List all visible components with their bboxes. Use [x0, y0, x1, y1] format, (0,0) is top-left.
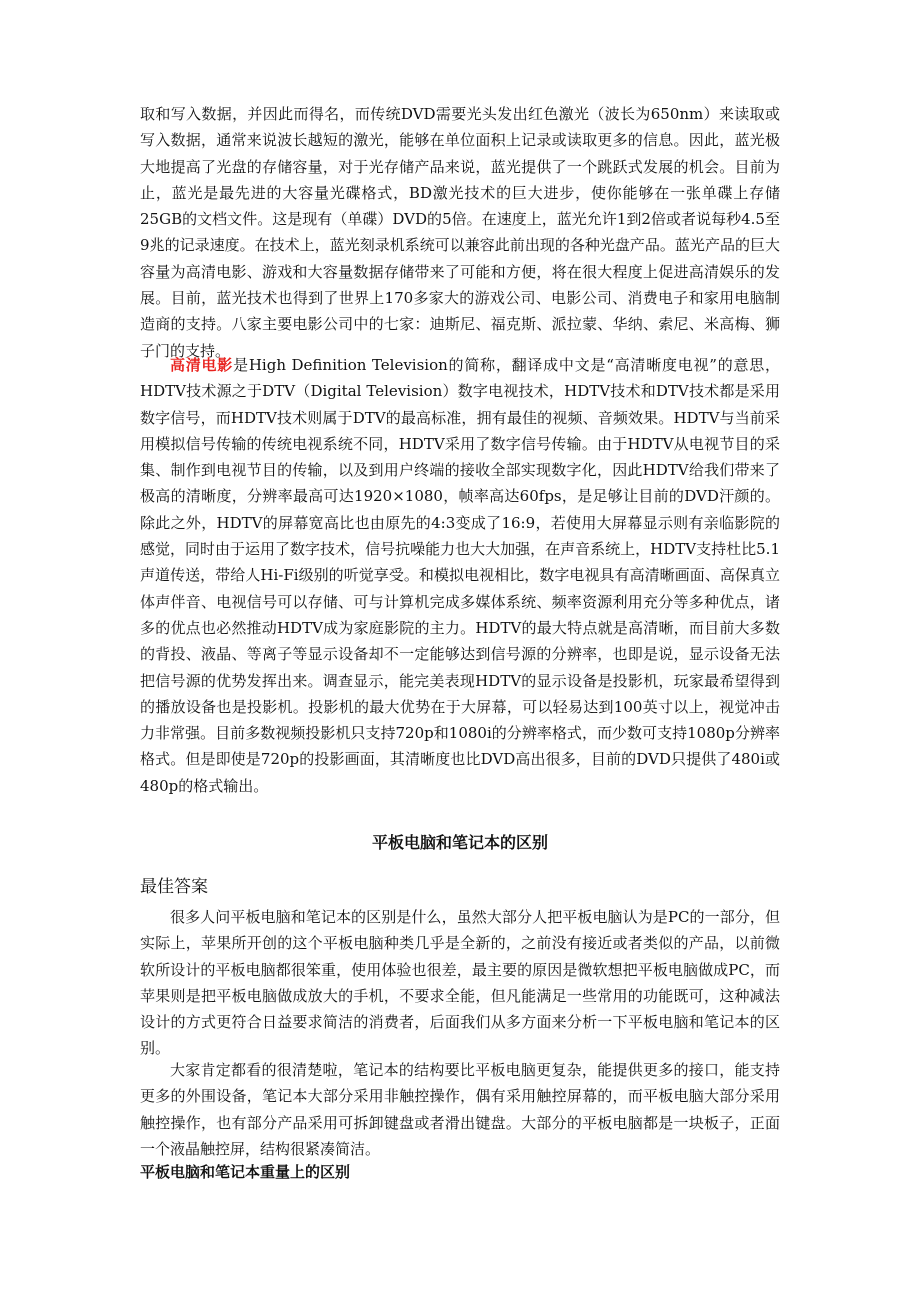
highlight-term: 高清电影 — [170, 356, 234, 374]
paragraph-bluray: 取和写入数据，并因此而得名，而传统DVD需要光头发出红色激光（波长为650nm）来读取或写入数据，通常来说波长越短的激光，能够在单位面积上记录或读取更多的信息。因此，蓝光极大地提高了光盘的存储容量，对于光存储产品来说，蓝光提供了一个跳跃式发展的机会。目前为止，蓝光是最先进的大容量光碟格式，BD激光技术的巨大进步，使你能够在一张单碟上存储25GB的文档文件。这是现有（单碟）DVD的5倍。在速度上，蓝光允许1到2倍或者说每秒4.5至9兆的记录速度。在技术上，蓝光刻录机系统可以兼容此前出现的各种光盘产品。蓝光产品的巨大容量为高清电影、游戏和大容量数据存储带来了可能和方便，将在很大程度上促进高清娱乐的发展。目前，蓝光技术也得到了世界上170多家大的游戏公司、电影公司、消费电子和家用电脑制造商的支持。八家主要电影公司中的七家：迪斯尼、福克斯、派拉蒙、华纳、索尼、米高梅、狮子门的支持。 — [140, 105, 780, 360]
best-answer-label: 最佳答案 — [140, 877, 208, 897]
subheading-weight: 平板电脑和笔记本重量上的区别 — [140, 1163, 351, 1181]
paragraph-structure: 大家肯定都看的很清楚啦，笔记本的结构要比平板电脑更复杂，能提供更多的接口，能支持更多的外围设备，笔记本大部分采用非触控操作，偶有采用触控屏幕的，而平板电脑大部分采用触控操作，也有部分产品采用可拆卸键盘或者滑出键盘。大部分的平板电脑都是一块板子，正面一个液晶触控屏，结构很紧凑简洁。 — [140, 1061, 780, 1158]
paragraph-tablet-intro: 很多人问平板电脑和笔记本的区别是什么，虽然大部分人把平板电脑认为是PC的一部分，但实际上，苹果所开创的这个平板电脑种类几乎是全新的，之前没有接近或者类似的产品，以前微软所设计的平板电脑都很笨重，使用体验也很差，最主要的原因是微软想把平板电脑做成PC，而苹果则是把平板电脑做成放大的手机，不要求全能，但凡能满足一些常用的功能既可，这种减法设计的方式更符合日益要求简洁的消费者，后面我们从多方面来分析一下平板电脑和笔记本的区别。 — [140, 908, 780, 1058]
paragraph-hdtv — [140, 352, 780, 799]
section-title: 平板电脑和笔记本的区别 — [371, 833, 548, 852]
paragraph-hdtv-text: 是High Definition Television的简称，翻译成中文是“高清晰度电视”的意思，HDTV技术源之于DTV（Digital Television）数字电视技术，HDTV技术和DTV技术都是采用数字信号，而HDTV技术则属于DTV的最高标准，拥有最佳的视频、音频效果。HDTV与当前采用模拟信号传输的传统电视系统不同，HDTV采用了数字信号传输。由于HDTV从电视节目的采集、制作到电视节目的传输，以及到用户终端的接收全部实现数字化，因此HDTV给我们带来了极高的清晰度，分辨率最高可达1920×1080，帧率高达60fps，是足够让目前的DVD汗颜的。除此之外，HDTV的屏幕宽高比也由原先的4:3变成了16:9，若使用大屏幕显示则有亲临影院的感觉，同时由于运用了数字技术，信号抗噪能力也大大加强，在声音系统上，HDTV支持杜比5.1声道传送，带给人Hi-Fi级别的听觉享受。和模拟电视相比，数字电视具有高清晰画面、高保真立体声伴音、电视信号可以存储、可与计算机完成多媒体系统、频率资源利用充分等多种优点，诸多的优点也必然推动HDTV成为家庭影院的主力。HDTV的最大特点就是高清晰，而目前大多数的背投、液晶、等离子等显示设备却不一定能够达到信号源的分辨率，也即是说，显示设备无法把信号源的优势发挥出来。调查显示，能完美表现HDTV的显示设备是投影机，玩家最希望得到的播放设备也是投影机。投影机的最大优势在于大屏幕，可以轻易达到100英寸以上，视觉冲击力非常强。目前多数视频投影机只支持720p和1080i的分辨率格式，而少数可支持1080p分辨率格式。但是即使是720p的投影画面，其清晰度也比DVD高出很多，目前的DVD只提供了480i或480p的格式输出。 — [140, 356, 780, 795]
